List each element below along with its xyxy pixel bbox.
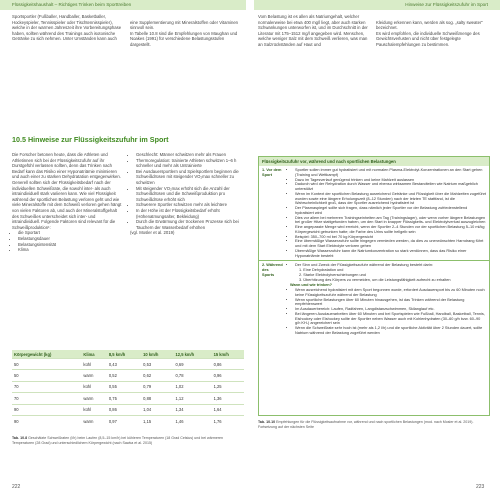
table-cell: kühl [81, 381, 106, 392]
phase-name: des [262, 268, 269, 272]
list-item: • Dies vor allem bei mehreren Trainingseinheiten am Tag (Trainingslager), oder wenn vorher längere Belastungen bei großer Hitze stattgefunden haben, um den Start in knapper Flüssigkeits- und Elektrolytverlust auszugleichen [295, 216, 486, 226]
list-item: • Geschlecht: Männer schwitzen mehr als Frauen [136, 152, 242, 158]
table-cell: kühl [81, 404, 106, 415]
box-caption-label: Tab. 10.10 [258, 420, 276, 424]
goals-list [290, 268, 486, 282]
table-cell: 0,62 [141, 370, 173, 381]
phase-number: 2. Während [262, 263, 283, 268]
phase-name: Sport [262, 172, 273, 177]
table-cell: 50 [12, 359, 81, 370]
list-item: • Bei längeren Ausdauerarbeiten über 60 Minuten und bei Sportspielen wie Fußball, Handball, Basketball, Tennis, Eishockey oder Eishockey sollte der Sportler neben Wasser auch mit Kohlenhydraten (30–60 g/h bzw. 60–90 g/h KH-) angereichert sein [295, 312, 486, 326]
right-paragraph: Vom Belastung ist es allen als Natriumgehalt, welcher normalerweise bei etwa 400 mg/l liegt, aber auch starken Schwankungen unterworfen ist, und im Durchschnitt in der Literatur mit 175–1512 mg/l angegeben wird. Menschen, welche weniger Salz mit dem Schweiß verlieren, was man an Salzrückständen auf Haut und [258, 14, 368, 47]
table-row [12, 404, 244, 415]
column-header: Körpergewicht (kg) [12, 350, 81, 359]
table-cell: 1,36 [212, 393, 244, 404]
list-item: • Der Plasmaspiegel sollte sich fragen, dass nämlich jeder Sportler vor der Belastung zufriedenstellend hydratisiert wird [295, 206, 486, 216]
list-item: • Schwerere Sportler schwitzen mehr als leichtere [136, 202, 242, 208]
intro-paragraph: Sportsportler (Fußballer, Handballer, Basketballer, Hockeyspieler, Tennisspieler oder Tischtennisspieler), welche in der warmen Jahreszeit ihre Vorbereitungsphase haben, sollten während des Trainings auch isotonische Getränke zu sich nehmen. Unter Umständen kann auch [12, 14, 122, 42]
phase-during [259, 260, 489, 337]
list-item: • Wenn im Kontext der sportlichen Belastung ausreichend Getränke und Flüssigkeit über die Mahlzeiten zugeführt wurden sowie eine längere Erholungszeit (8–12 Stunden) nach der letzten TE stattfand, ist die Wahrscheinlichkeit groß, dass der Sportler ausreichend hydratisiert ist [295, 192, 486, 206]
table-row [12, 381, 244, 392]
list-item: • Wenn die Schweißrate sehr hoch ist (mehr als 1,2 l/h) und die sportliche Aktivität über 2 Stunden dauert, sollte Natrium während der Belastung zugeführt werden [295, 326, 486, 336]
table-cell: kühl [81, 359, 106, 370]
table-cell: 0,78 [174, 370, 212, 381]
table-cell: 70 [12, 381, 81, 392]
list-item: • Wenn sportliche Belastungen über 60 Minuten hinausgehen, ist das Trinken während der Belastung empfehlenswert [295, 298, 486, 308]
section-col1 [12, 152, 124, 253]
right-col1 [258, 14, 370, 48]
section-col2 [130, 152, 242, 236]
table-cell: 70 [12, 393, 81, 404]
list-item: • Der Sinn und Zweck der Flüssigkeitszufuhr während der Belastung besteht darin: [295, 263, 486, 268]
section-heading: 10.5 Hinweise zur Flüssigkeitszufuhr im Sport [12, 135, 169, 144]
column-header: 12,5 km/h [174, 350, 212, 359]
column-header: 10 km/h [141, 350, 173, 359]
list-item: • Übermäßige Wasserzufuhr kann die Natriumkonzentration so stark verdünnen, dass das Risiko einer Hyponatriämie besteht [295, 249, 486, 259]
table-cell: 0,79 [141, 381, 173, 392]
table-cell: 1,25 [212, 381, 244, 392]
running-header-left: Flüssigkeitshaushalt – Richtiges Trinken beim Sporttreiben [0, 0, 246, 10]
table-cell: 1,15 [141, 415, 173, 426]
right-col2 [376, 14, 488, 53]
factors-list-1 [12, 230, 124, 252]
table-cell: 0,53 [141, 359, 173, 370]
list-item: • Dazu im Tagesverlauf genügend trinken und keine Mahlzeit auslassen [295, 178, 486, 183]
table-row [12, 359, 244, 370]
list-item: • Belastungsdauer [18, 236, 124, 242]
list-item: • Beispiel: 350–700 ml bei 70 kg Körpergewicht [295, 235, 486, 240]
table-cell: 0,88 [141, 393, 173, 404]
section-paragraph: Die Forscher betonen heute, dass die Athleten und Athletinnen sich bei der Flüssigkeitszufuhr auf ihr Durstgefühl verlassen sollten, denn das Trinken nach Bedarf kann das Risiko einer Hyponatriämie minimieren und auch einer zu starken Dehydratation entgegenwirken. Generell sollten sich der Flüssigkeitsbedarf nach der individuellen Schweißrate, die sowohl inter- als auch intraindividuell stark variieren kann. Wie viel Flüssigkeit während der sportlichen Belastung verloren geht und wie viele Mineralstoffe mit dem Schweiß verloren gehen hängt von vielen Faktoren ab, und auch der Mineralstoffgehalt des Schweißes unterscheidet sich inter- und intraindividuell. Folgende Faktoren sind relevant für die Schweißproduktion¹: [12, 152, 122, 230]
left-intro-col1 [12, 14, 124, 42]
list-item: 3. Überhitzung des Körpers zu vermeiden, um die Leistungsfähigkeit aufrecht zu erhalten [299, 277, 451, 282]
table-cell: 0,96 [212, 370, 244, 381]
list-item: • die Sportart [18, 230, 124, 236]
table-cell: 1,12 [174, 393, 212, 404]
source-note: (vgl. Mosler et al. 2019) [130, 230, 175, 236]
table-cell: 90 [12, 404, 81, 415]
list-item: • Sportler sollen immer gut hydratisiert und mit normalen Plasma-Elektrolyt-Konzentrationen an den Start gehen (Training und Wettkampf) [295, 168, 486, 178]
table-cell: 0,86 [107, 404, 141, 415]
table-cell: 0,52 [107, 370, 141, 381]
table-row [12, 415, 244, 426]
list-item: • Eine übermäßige Wasserzufuhr sollte hingegen vermieden werden, da dies zu unerwünschten Harndrang führt und mit dem Start Elektrolyte verloren gehen [295, 239, 486, 249]
running-header-right: Hinweise zur Flüssigkeitszufuhr im Sport [254, 0, 500, 10]
list-item: • Thermoregulation: trainierte Athleten schwitzen 1–6 h schneller und mehr als Untrainierte [136, 158, 242, 169]
list-item: • Mit steigender VO₂max erhöht sich die Anzahl der Schweißdrüsen und die Schweißproduktion pro Schweißdrüse erhöht sich [136, 186, 242, 203]
phase-number: 1. Vor dem [262, 168, 282, 172]
page-number-left: 222 [12, 484, 21, 490]
intro-paragraph-2: eine Supplementierung mit Mineralstoffen oder Vitaminen sinnvoll sein. In Tabelle 10.8 sind die Empfehlungen von Maughan und Noakes (1991) für verschiedene Belastungsstufen dargestellt. [130, 19, 239, 47]
column-header: Klima [81, 350, 106, 359]
list-item: • Wenn ausreichend hydratisiert mit dem Sport begonnen wurde, erfordert Ausdauersport bis zu 60 Minuten noch keine Flüssigkeitszufuhr während der Belastung [295, 288, 486, 298]
table-cell: 0,43 [107, 359, 141, 370]
phase-items [290, 166, 489, 260]
table-cell: 90 [12, 415, 81, 426]
question-heading: Wann und wie trinken? [290, 283, 332, 288]
table-cell: 0,86 [212, 359, 244, 370]
table-cell: 0,55 [107, 381, 141, 392]
table-header-row [12, 350, 244, 359]
table-cell: 1,34 [174, 404, 212, 415]
left-intro-col2 [130, 14, 242, 53]
table-cell: 1,02 [174, 381, 212, 392]
phase-items [290, 261, 489, 337]
table-cell: warm [81, 393, 106, 404]
list-item: 1. Eine Dehydratation und [299, 268, 344, 272]
box-caption [258, 420, 488, 429]
table-caption [12, 436, 244, 445]
table-row [12, 370, 244, 381]
list-item: 2. Starke Elektrolytverschiebungen und [299, 272, 366, 277]
sweat-rate-table [12, 350, 244, 426]
list-item: • Im Ausdauerbereich: Laufen, Radfahren, Langdistanzschwimmen, Skilanglauf etc. [295, 307, 486, 312]
list-item: • Durch die Erwärmung der trockenen Prozesse sich bei Tauchern der Wasserbedarf erhöhen [136, 219, 242, 230]
table-cell: 0,97 [107, 415, 141, 426]
table-cell: 1,04 [141, 404, 173, 415]
table-caption-text: Geschätzte Schweißraten (l/h) beim Laufen (8,5–15 km/h) bei kühleren Temperaturen (18 Grad Celsius) und bei wärmeren Temperaturen (28 Grad) und unterschiedlichem Körpergewicht (nach Sawka et al. 2015) [12, 436, 224, 445]
right-paragraph-2: Kleidung erkennen kann, werden als sog. „salty sweater“ bezeichnet. Es wird empfohlen, die individuelle Schweißmenge des Gewichtsverlusten und nicht über festgelegte Pauschalempfehlungen zu bestimmen. [376, 19, 483, 47]
table-cell: 1,76 [212, 415, 244, 426]
box-title: Flüssigkeitszufuhr vor, während und nach sportlichen Belastungen [259, 157, 489, 166]
table-caption-label: Tab. 10.8 [12, 436, 28, 440]
phase-name: Sports [262, 272, 275, 277]
hydration-recommendations-box [258, 156, 490, 416]
table-cell: 0,75 [107, 393, 141, 404]
table-cell: warm [81, 370, 106, 381]
table-row [12, 393, 244, 404]
table-cell: warm [81, 415, 106, 426]
table-cell: 1,46 [174, 415, 212, 426]
table-cell: 1,64 [212, 404, 244, 415]
list-item: • Bei Ausdauersportlern und Spielsportlern beginnen die Schweißdrüsen mit steigender VO₂max schneller zu schwitzen [136, 169, 242, 186]
page-number-right: 223 [476, 484, 485, 490]
list-item: • Dadurch wird der Rehydration durch Wasser und ebenso wirksamen Bestandteilen wie Natrium maßgeblich unterstützt [295, 182, 486, 192]
factors-list-2 [130, 152, 242, 230]
list-item: • Klima [18, 247, 124, 253]
phase-before [259, 166, 489, 260]
column-header: 8,5 km/h [107, 350, 141, 359]
column-header: 15 km/h [212, 350, 244, 359]
table-cell: 50 [12, 370, 81, 381]
list-item: • In der Höhe ist der Flüssigkeitsbedarf erhöht (Höhenatmungsalter, Bekleidung) [136, 208, 242, 219]
table-cell: 0,69 [174, 359, 212, 370]
box-caption-text: Empfehlungen für die Flüssigkeitsaufnahme vor, während und nach sportlichen Belastungen (mod. nach Mosler et al. 2019). Fortsetzung auf der nächsten Seite [258, 420, 474, 429]
list-item: • Eine angepasste Menge wird erreicht, wenn der Sportler 2–4 Stunden vor der sportlichen Belastung 5–10 ml/kg Körpergewicht getrunken hatte; die Farbe des Urins sollte hellgelb sein [295, 225, 486, 235]
list-item: • Belastungsintensität [18, 242, 124, 248]
